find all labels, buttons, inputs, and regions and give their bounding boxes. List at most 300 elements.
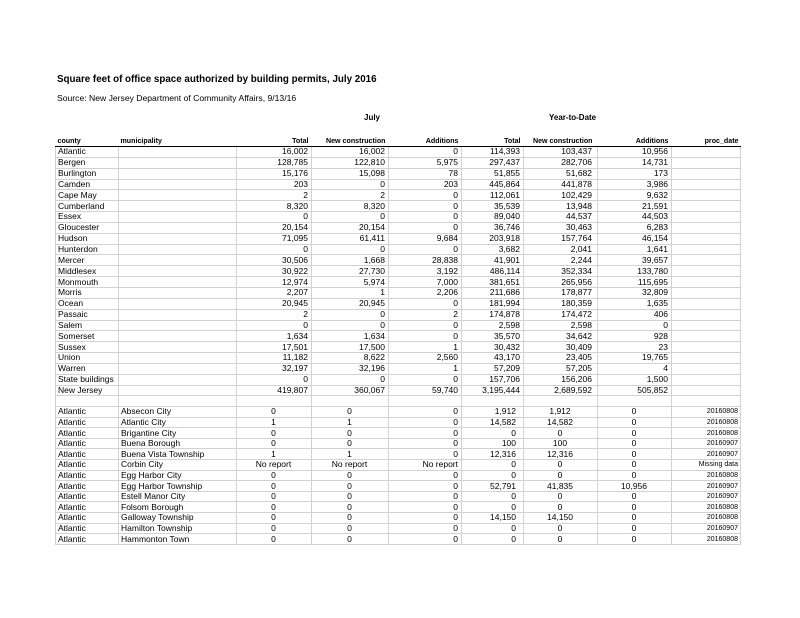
cell-ytd-total: 114,393 [462, 147, 524, 158]
cell-july-total: 0 [237, 502, 312, 513]
cell-ytd-total: 0 [462, 491, 524, 502]
cell-municipality [119, 168, 237, 179]
cell-ytd-total: 41,901 [462, 255, 524, 266]
municipality-row [56, 513, 741, 524]
cell-municipality [119, 266, 237, 277]
cell-municipality [119, 179, 237, 190]
cell-july-additions: 0 [389, 190, 462, 201]
municipality-row [56, 417, 741, 428]
cell-ytd-total: 181,994 [462, 298, 524, 309]
cell-ytd-total: 14,582 [462, 417, 524, 428]
column-header-ytd-new-construction: New construction [524, 135, 598, 147]
cell-ytd-total: 12,316 [462, 449, 524, 460]
municipality-row [56, 449, 741, 460]
cell-proc-date: 20160808 [672, 513, 741, 524]
cell-proc-date [672, 342, 741, 353]
cell-ytd-new-construction: 100 [524, 438, 598, 449]
cell-july-additions: 2 [389, 309, 462, 320]
cell-july-total: 128,785 [237, 157, 312, 168]
cell-county: Atlantic [56, 523, 119, 534]
cell-municipality [119, 233, 237, 244]
cell-county: State buildings [56, 374, 119, 385]
cell-july-total: 1,634 [237, 331, 312, 342]
column-header-row [56, 135, 741, 147]
column-header-municipality: municipality [119, 135, 237, 147]
cell-county: Atlantic [56, 438, 119, 449]
cell-ytd-new-construction: 44,537 [524, 212, 598, 223]
county-row [56, 190, 741, 201]
cell-municipality: Buena Vista Township [119, 449, 237, 460]
cell-ytd-new-construction: 102,429 [524, 190, 598, 201]
cell-ytd-additions: 0 [598, 407, 672, 418]
county-row [56, 157, 741, 168]
cell-july-additions: 9,684 [389, 233, 462, 244]
cell-county: Warren [56, 363, 119, 374]
cell-july-additions: 0 [389, 147, 462, 158]
cell-ytd-new-construction: 57,205 [524, 363, 598, 374]
cell-ytd-new-construction: 0 [524, 428, 598, 439]
cell-municipality [119, 309, 237, 320]
cell-july-additions: 0 [389, 491, 462, 502]
cell-ytd-total: 203,918 [462, 233, 524, 244]
spacer-rows [56, 396, 741, 407]
cell-proc-date: 20160808 [672, 502, 741, 513]
cell-proc-date: 20160808 [672, 428, 741, 439]
municipality-row [56, 534, 741, 545]
municipality-row [56, 491, 741, 502]
cell-county: Hunterdon [56, 244, 119, 255]
cell-proc-date: 20160808 [672, 470, 741, 481]
cell-july-total: 15,176 [237, 168, 312, 179]
cell-county: Union [56, 353, 119, 364]
empty-cell [119, 396, 237, 407]
cell-proc-date [672, 277, 741, 288]
cell-proc-date: 20160907 [672, 449, 741, 460]
cell-ytd-additions: 21,591 [598, 201, 672, 212]
cell-county: Atlantic [56, 449, 119, 460]
cell-municipality [119, 277, 237, 288]
cell-ytd-total: 1,912 [462, 407, 524, 418]
cell-county: Bergen [56, 157, 119, 168]
cell-county: Atlantic [56, 428, 119, 439]
cell-july-new-construction: 15,098 [312, 168, 389, 179]
cell-ytd-new-construction: 0 [524, 460, 598, 471]
cell-ytd-total: 486,114 [462, 266, 524, 277]
cell-july-additions: 3,192 [389, 266, 462, 277]
county-row [56, 201, 741, 212]
cell-proc-date: 20160808 [672, 534, 741, 545]
cell-ytd-total: 52,791 [462, 481, 524, 492]
cell-municipality: Egg Harbor City [119, 470, 237, 481]
cell-ytd-new-construction: 2,689,592 [524, 385, 598, 396]
cell-july-new-construction: 1 [312, 287, 389, 298]
county-row [56, 374, 741, 385]
county-row [56, 342, 741, 353]
cell-july-total: 1 [237, 417, 312, 428]
column-header-ytd-additions: Additions [598, 135, 672, 147]
cell-july-total: 0 [237, 407, 312, 418]
cell-ytd-new-construction: 34,642 [524, 331, 598, 342]
cell-ytd-additions: 32,809 [598, 287, 672, 298]
cell-proc-date [672, 201, 741, 212]
municipality-rows [56, 407, 741, 545]
cell-ytd-additions: 115,695 [598, 277, 672, 288]
page-title: Square feet of office space authorized by building permits, July 2016 [57, 74, 377, 85]
cell-ytd-additions: 0 [598, 449, 672, 460]
cell-ytd-total: 100 [462, 438, 524, 449]
cell-ytd-additions: 0 [598, 523, 672, 534]
cell-municipality [119, 244, 237, 255]
cell-proc-date: 20160907 [672, 481, 741, 492]
cell-ytd-total: 30,432 [462, 342, 524, 353]
cell-municipality: Estell Manor City [119, 491, 237, 502]
cell-proc-date [672, 385, 741, 396]
cell-ytd-new-construction: 0 [524, 534, 598, 545]
county-row [56, 309, 741, 320]
cell-july-total: 203 [237, 179, 312, 190]
cell-ytd-total: 381,651 [462, 277, 524, 288]
municipality-row [56, 428, 741, 439]
cell-ytd-total: 51,855 [462, 168, 524, 179]
cell-july-total: 20,154 [237, 222, 312, 233]
cell-ytd-additions: 1,500 [598, 374, 672, 385]
cell-ytd-new-construction: 14,582 [524, 417, 598, 428]
cell-july-new-construction: 0 [312, 309, 389, 320]
cell-proc-date: Missing data [672, 460, 741, 471]
cell-ytd-additions: 4 [598, 363, 672, 374]
cell-july-new-construction: 16,002 [312, 147, 389, 158]
cell-july-additions: 1 [389, 342, 462, 353]
cell-ytd-new-construction: 178,877 [524, 287, 598, 298]
cell-municipality [119, 147, 237, 158]
cell-july-additions: 0 [389, 417, 462, 428]
cell-july-total: 17,501 [237, 342, 312, 353]
cell-ytd-additions: 0 [598, 470, 672, 481]
cell-municipality [119, 190, 237, 201]
cell-july-total: 2 [237, 190, 312, 201]
cell-ytd-new-construction: 441,878 [524, 179, 598, 190]
cell-ytd-additions: 0 [598, 428, 672, 439]
cell-ytd-new-construction: 13,948 [524, 201, 598, 212]
cell-ytd-additions: 505,852 [598, 385, 672, 396]
cell-july-total: No report [237, 460, 312, 471]
cell-ytd-new-construction: 352,334 [524, 266, 598, 277]
cell-ytd-total: 0 [462, 523, 524, 534]
cell-ytd-total: 2,598 [462, 320, 524, 331]
cell-municipality [119, 374, 237, 385]
cell-ytd-new-construction: 0 [524, 470, 598, 481]
cell-ytd-total: 36,746 [462, 222, 524, 233]
cell-july-new-construction: 0 [312, 513, 389, 524]
cell-july-additions: 0 [389, 407, 462, 418]
cell-ytd-new-construction: 30,463 [524, 222, 598, 233]
county-row [56, 179, 741, 190]
county-row [56, 331, 741, 342]
cell-municipality [119, 212, 237, 223]
county-row [56, 222, 741, 233]
cell-ytd-additions: 173 [598, 168, 672, 179]
cell-county: Atlantic [56, 481, 119, 492]
cell-july-total: 0 [237, 470, 312, 481]
cell-july-new-construction: 0 [312, 502, 389, 513]
cell-municipality: Folsom Borough [119, 502, 237, 513]
cell-july-new-construction: 1 [312, 449, 389, 460]
cell-ytd-additions: 1,641 [598, 244, 672, 255]
cell-ytd-total: 35,539 [462, 201, 524, 212]
cell-july-additions: 0 [389, 212, 462, 223]
cell-july-additions: 0 [389, 331, 462, 342]
cell-july-additions: 0 [389, 470, 462, 481]
cell-county: Burlington [56, 168, 119, 179]
county-row [56, 287, 741, 298]
empty-cell [312, 396, 389, 407]
cell-july-additions: 0 [389, 222, 462, 233]
cell-municipality [119, 157, 237, 168]
cell-proc-date: 20160808 [672, 407, 741, 418]
cell-july-new-construction: 0 [312, 244, 389, 255]
cell-county: Atlantic [56, 513, 119, 524]
cell-municipality: Hammonton Town [119, 534, 237, 545]
cell-july-additions: 28,838 [389, 255, 462, 266]
cell-july-total: 30,922 [237, 266, 312, 277]
cell-july-total: 11,182 [237, 353, 312, 364]
cell-ytd-new-construction: 282,706 [524, 157, 598, 168]
cell-ytd-total: 157,706 [462, 374, 524, 385]
cell-july-new-construction: 32,196 [312, 363, 389, 374]
cell-county: New Jersey [56, 385, 119, 396]
cell-proc-date [672, 298, 741, 309]
cell-county: Atlantic [56, 470, 119, 481]
cell-county: Atlantic [56, 147, 119, 158]
cell-municipality: Atlantic City [119, 417, 237, 428]
cell-july-new-construction: 5,974 [312, 277, 389, 288]
cell-ytd-new-construction: 2,598 [524, 320, 598, 331]
cell-municipality [119, 353, 237, 364]
cell-municipality [119, 385, 237, 396]
cell-municipality [119, 201, 237, 212]
cell-ytd-new-construction: 41,835 [524, 481, 598, 492]
municipality-row [56, 481, 741, 492]
cell-proc-date [672, 255, 741, 266]
cell-ytd-total: 0 [462, 470, 524, 481]
cell-july-new-construction: 61,411 [312, 233, 389, 244]
cell-july-total: 0 [237, 513, 312, 524]
cell-ytd-total: 35,570 [462, 331, 524, 342]
cell-ytd-new-construction: 156,206 [524, 374, 598, 385]
cell-proc-date [672, 157, 741, 168]
cell-county: Gloucester [56, 222, 119, 233]
cell-july-additions: 0 [389, 502, 462, 513]
cell-july-new-construction: 1,634 [312, 331, 389, 342]
cell-ytd-total: 0 [462, 502, 524, 513]
cell-county: Monmouth [56, 277, 119, 288]
cell-ytd-new-construction: 180,359 [524, 298, 598, 309]
column-header-july-total: Total [237, 135, 312, 147]
cell-proc-date: 20160907 [672, 438, 741, 449]
cell-ytd-additions: 10,956 [598, 481, 672, 492]
cell-proc-date [672, 222, 741, 233]
cell-ytd-additions: 44,503 [598, 212, 672, 223]
cell-proc-date [672, 374, 741, 385]
county-row [56, 233, 741, 244]
cell-july-new-construction: 0 [312, 407, 389, 418]
cell-proc-date [672, 168, 741, 179]
cell-july-total: 0 [237, 523, 312, 534]
cell-ytd-new-construction: 103,437 [524, 147, 598, 158]
cell-july-new-construction: 1 [312, 417, 389, 428]
cell-july-additions: 0 [389, 428, 462, 439]
cell-july-new-construction: 122,810 [312, 157, 389, 168]
cell-ytd-new-construction: 14,150 [524, 513, 598, 524]
county-row [56, 244, 741, 255]
cell-proc-date [672, 331, 741, 342]
cell-july-total: 0 [237, 244, 312, 255]
cell-july-additions: 0 [389, 438, 462, 449]
cell-july-new-construction: 0 [312, 374, 389, 385]
cell-county: Sussex [56, 342, 119, 353]
cell-july-total: 2 [237, 309, 312, 320]
cell-july-new-construction: 8,622 [312, 353, 389, 364]
municipality-row [56, 438, 741, 449]
empty-cell [237, 396, 312, 407]
cell-municipality [119, 255, 237, 266]
cell-county: Atlantic [56, 407, 119, 418]
county-row [56, 363, 741, 374]
cell-county: Passaic [56, 309, 119, 320]
cell-july-new-construction: 20,154 [312, 222, 389, 233]
cell-ytd-total: 297,437 [462, 157, 524, 168]
cell-proc-date [672, 353, 741, 364]
cell-ytd-total: 0 [462, 534, 524, 545]
cell-july-additions: 0 [389, 298, 462, 309]
cell-ytd-additions: 0 [598, 438, 672, 449]
county-summary-rows [56, 147, 741, 396]
empty-cell [389, 396, 462, 407]
cell-ytd-additions: 6,283 [598, 222, 672, 233]
cell-july-additions: 78 [389, 168, 462, 179]
cell-july-additions: No report [389, 460, 462, 471]
cell-county: Cape May [56, 190, 119, 201]
cell-proc-date [672, 212, 741, 223]
municipality-row [56, 460, 741, 471]
cell-ytd-additions: 10,956 [598, 147, 672, 158]
cell-county: Somerset [56, 331, 119, 342]
cell-july-new-construction: 27,730 [312, 266, 389, 277]
empty-cell [56, 396, 119, 407]
cell-municipality [119, 287, 237, 298]
cell-july-additions: 0 [389, 523, 462, 534]
cell-ytd-additions: 0 [598, 417, 672, 428]
cell-county: Atlantic [56, 502, 119, 513]
cell-july-new-construction: 0 [312, 428, 389, 439]
cell-ytd-total: 57,209 [462, 363, 524, 374]
cell-july-total: 30,506 [237, 255, 312, 266]
cell-july-new-construction: 0 [312, 320, 389, 331]
cell-july-total: 0 [237, 491, 312, 502]
cell-july-total: 0 [237, 320, 312, 331]
cell-proc-date [672, 309, 741, 320]
cell-county: Essex [56, 212, 119, 223]
cell-ytd-additions: 0 [598, 320, 672, 331]
cell-proc-date [672, 363, 741, 374]
empty-cell [672, 396, 741, 407]
cell-july-total: 0 [237, 481, 312, 492]
cell-july-additions: 5,975 [389, 157, 462, 168]
cell-july-new-construction: 2 [312, 190, 389, 201]
cell-july-new-construction: 0 [312, 523, 389, 534]
cell-ytd-additions: 0 [598, 502, 672, 513]
cell-ytd-additions: 9,632 [598, 190, 672, 201]
cell-county: Mercer [56, 255, 119, 266]
cell-municipality: Absecon City [119, 407, 237, 418]
cell-ytd-new-construction: 1,912 [524, 407, 598, 418]
cell-july-new-construction: 0 [312, 470, 389, 481]
cell-july-additions: 0 [389, 449, 462, 460]
cell-ytd-total: 0 [462, 428, 524, 439]
cell-proc-date [672, 320, 741, 331]
cell-county: Hudson [56, 233, 119, 244]
cell-municipality: Galloway Township [119, 513, 237, 524]
cell-ytd-new-construction: 2,244 [524, 255, 598, 266]
cell-proc-date [672, 244, 741, 255]
cell-july-new-construction: 17,500 [312, 342, 389, 353]
cell-july-total: 1 [237, 449, 312, 460]
cell-proc-date [672, 233, 741, 244]
cell-municipality [119, 363, 237, 374]
cell-july-new-construction: 0 [312, 212, 389, 223]
cell-ytd-additions: 3,986 [598, 179, 672, 190]
cell-july-additions: 1 [389, 363, 462, 374]
cell-ytd-additions: 0 [598, 460, 672, 471]
cell-ytd-total: 0 [462, 460, 524, 471]
cell-july-new-construction: 0 [312, 179, 389, 190]
cell-july-total: 0 [237, 534, 312, 545]
column-header-county: county [56, 135, 119, 147]
cell-july-additions: 0 [389, 244, 462, 255]
cell-proc-date: 20160907 [672, 491, 741, 502]
cell-ytd-new-construction: 157,764 [524, 233, 598, 244]
cell-july-new-construction: 0 [312, 481, 389, 492]
cell-july-additions: 0 [389, 481, 462, 492]
cell-july-total: 0 [237, 428, 312, 439]
cell-county: Middlesex [56, 266, 119, 277]
cell-ytd-new-construction: 30,409 [524, 342, 598, 353]
cell-ytd-additions: 39,657 [598, 255, 672, 266]
cell-municipality: Corbin City [119, 460, 237, 471]
cell-ytd-new-construction: 0 [524, 523, 598, 534]
cell-county: Morris [56, 287, 119, 298]
cell-ytd-new-construction: 174,472 [524, 309, 598, 320]
cell-ytd-total: 174,878 [462, 309, 524, 320]
cell-ytd-total: 3,195,444 [462, 385, 524, 396]
cell-july-total: 32,197 [237, 363, 312, 374]
column-header-ytd-total: Total [462, 135, 524, 147]
cell-july-additions: 2,560 [389, 353, 462, 364]
cell-ytd-additions: 928 [598, 331, 672, 342]
cell-municipality: Hamilton Township [119, 523, 237, 534]
cell-proc-date [672, 287, 741, 298]
cell-july-total: 8,320 [237, 201, 312, 212]
cell-municipality [119, 298, 237, 309]
cell-ytd-total: 211,686 [462, 287, 524, 298]
cell-county: Salem [56, 320, 119, 331]
cell-july-additions: 0 [389, 320, 462, 331]
cell-ytd-additions: 1,635 [598, 298, 672, 309]
cell-july-additions: 0 [389, 374, 462, 385]
column-header-proc-date: proc_date [672, 135, 741, 147]
cell-ytd-total: 89,040 [462, 212, 524, 223]
county-row [56, 266, 741, 277]
